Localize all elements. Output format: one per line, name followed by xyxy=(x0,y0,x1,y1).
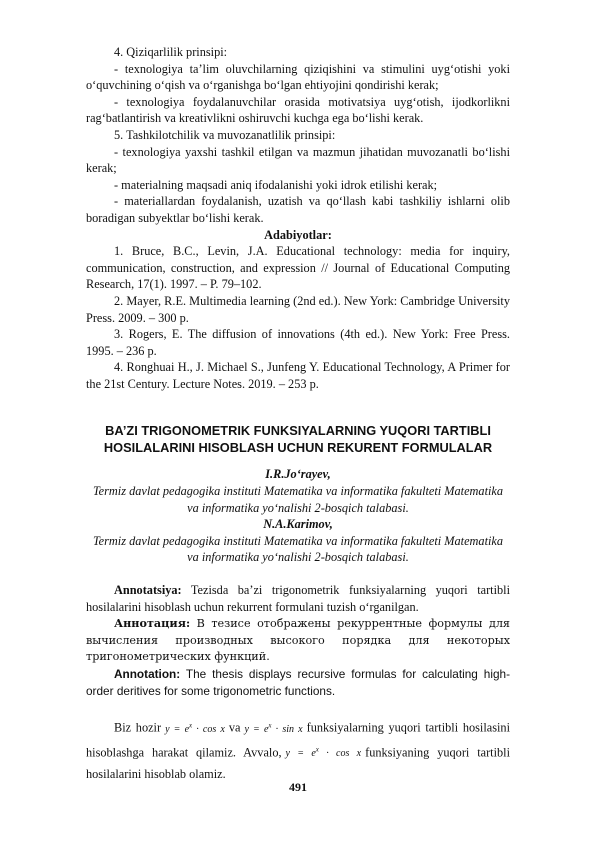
annotation-ru-label: Аннотация: xyxy=(114,616,191,631)
principle-5-item-2: - materialning maqsadi aniq ifodalanishi yoki idrok etilishi kerak; xyxy=(114,177,438,192)
annotation-uz-text: Tezisda ba’zi trigonometrik funksiyalarning yuqori tartibli hosilalarini hisoblash uchun rekurrent formulani tuzish o‘rganilgan. xyxy=(86,583,510,614)
principle-4-title: 4. Qiziqarlilik prinsipi: xyxy=(114,45,228,59)
body-paragraph xyxy=(86,715,510,784)
annotation-uz-label: Annotatsiya: xyxy=(114,583,182,598)
reference-item: 3. Rogers, E. The diffusion of innovations (4th ed.). New York: Free Press. 1995. – 236 p. xyxy=(86,327,510,358)
body-text-2: va xyxy=(228,720,241,735)
page-number: 491 xyxy=(289,780,307,794)
author-1-affiliation: Termiz davlat pedagogika instituti Matematika va informatika fakulteti Matematika va informatika yo‘nalishi 2-bosqich talabasi. xyxy=(92,484,504,515)
annotation-en xyxy=(86,666,510,699)
annotation-en-text: The thesis displays recursive formulas for calculating high-order deritives for some trigonometric functions. xyxy=(86,667,510,698)
annotation-en-label: Annotation: xyxy=(114,667,181,681)
principle-5-item-3: - materiallardan foydalanish, uzatish va qo‘llash kabi tashkiliy ishlarni olib boradigan subyektlar bo‘lishi kerak. xyxy=(86,194,510,225)
formula-1: $y = e^x \cdot \cos x$ xyxy=(165,721,225,735)
formula-2: $y = e^x \cdot \sin x$ xyxy=(244,721,303,735)
author-2-name: N.A.Karimov, xyxy=(263,517,333,532)
principle-5-item-1: - texnologiya yaxshi tashkil etilgan va mazmun jihatidan muvozanatli bo‘lishi kerak; xyxy=(86,144,510,176)
body-text-3: funksiyalarning yuqori tartibli hosilasini hisoblashga harakat qilamiz. Avvalo, xyxy=(86,720,510,759)
author-2-affiliation: Termiz davlat pedagogika instituti Matematika va informatika fakulteti Matematika va informatika yo‘nalishi 2-bosqich talabasi. xyxy=(92,533,504,565)
reference-item: 1. Bruce, B.C., Levin, J.A. Educational technology: media for inquiry, communication, construction, and expression // Journal of Educational Computing Research, 17(1). 1997. – P. 79–102. xyxy=(86,244,510,292)
annotation-ru xyxy=(86,615,510,666)
principle-4-item-2: - texnologiya foydalanuvchilar orasida motivatsiya uyg‘otish, ijodkorlikni rag‘batlantirish va kreativlikni oshiruvchi kuchga ega bo‘lishi kerak. xyxy=(86,94,510,126)
references-heading: Adabiyotlar: xyxy=(264,227,332,242)
principle-4-item-1: - texnologiya ta’lim oluvchilarning qiziqishini va stimulini uyg‘otishi yoki o‘quvchining o‘qish va o‘rganishga bo‘lgan ehtiyojini qondirishi kerak; xyxy=(86,61,510,93)
body-text-1: Biz hozir xyxy=(114,720,162,735)
reference-item: 2. Mayer, R.E. Multimedia learning (2nd ed.). New York: Cambridge University Press. 2009. – 300 p. xyxy=(86,293,510,325)
article-title: BA’ZI TRIGONOMETRIK FUNKSIYALARNING YUQORI TARTIBLI HOSILALARINI HISOBLASH UCHUN REKURENT FORMULALAR xyxy=(103,423,493,456)
body-text-4: funksiyaning yuqori tartibli hosilalarini hisoblab olamiz. xyxy=(86,744,510,781)
author-1-name: I.R.Jo‘rayev, xyxy=(265,467,331,482)
principle-5-title: 5. Tashkilotchilik va muvozanatlilik prinsipi: xyxy=(114,127,336,142)
formula-3: $y = e^x \cdot \cos x$ xyxy=(285,745,362,759)
annotation-uz xyxy=(86,582,510,615)
annotation-ru-text: В тезисе отображены рекуррентные формулы для вычисления производных высокого порядка для некоторых тригонометрических функций. xyxy=(86,617,510,664)
page-content xyxy=(86,44,510,784)
reference-item: 4. Ronghuai H., J. Michael S., Junfeng Y. Educational Technology, A Primer for the 21st Century. Lecture Notes. 2019. – 253 p. xyxy=(86,360,510,391)
